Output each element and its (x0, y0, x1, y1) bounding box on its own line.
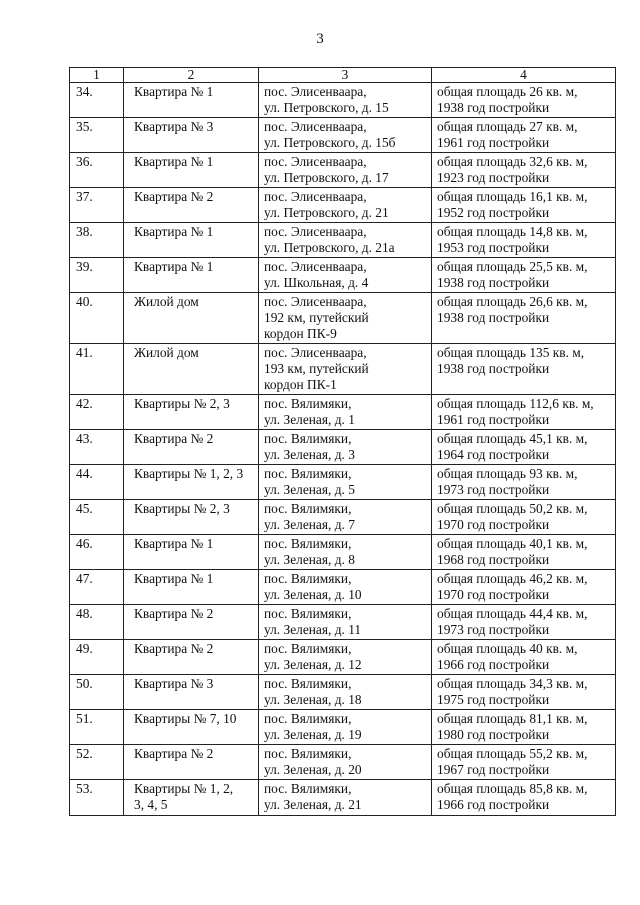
row-number-cell: 49. (70, 640, 124, 675)
table-row (70, 223, 616, 258)
address-cell: пос. Элисенваара, ул. Петровского, д. 15 (259, 83, 432, 118)
row-number-cell: 46. (70, 535, 124, 570)
address-cell: пос. Элисенваара, ул. Петровского, д. 21а (259, 223, 432, 258)
address-cell: пос. Вялимяки, ул. Зеленая, д. 12 (259, 640, 432, 675)
object-cell: Квартира № 1 (124, 258, 259, 293)
address-cell: пос. Вялимяки, ул. Зеленая, д. 3 (259, 430, 432, 465)
table-row (70, 83, 616, 118)
table-row (70, 258, 616, 293)
object-cell: Квартира № 1 (124, 153, 259, 188)
table-row (70, 188, 616, 223)
details-cell: общая площадь 81,1 кв. м, 1980 год постройки (432, 710, 616, 745)
details-cell: общая площадь 93 кв. м, 1973 год постройки (432, 465, 616, 500)
table-row (70, 780, 616, 816)
row-number-cell: 53. (70, 780, 124, 816)
details-cell: общая площадь 46,2 кв. м, 1970 год постройки (432, 570, 616, 605)
row-number-cell: 47. (70, 570, 124, 605)
address-cell: пос. Вялимяки, ул. Зеленая, д. 10 (259, 570, 432, 605)
object-cell: Квартира № 3 (124, 118, 259, 153)
object-cell: Квартира № 1 (124, 570, 259, 605)
object-cell: Квартиры № 2, 3 (124, 395, 259, 430)
address-cell: пос. Вялимяки, ул. Зеленая, д. 5 (259, 465, 432, 500)
row-number-cell: 36. (70, 153, 124, 188)
address-cell: пос. Вялимяки, ул. Зеленая, д. 8 (259, 535, 432, 570)
address-cell: пос. Элисенваара, ул. Петровского, д. 15б (259, 118, 432, 153)
object-cell: Квартира № 2 (124, 430, 259, 465)
address-cell: пос. Элисенваара, 193 км, путейский кордон ПК-1 (259, 344, 432, 395)
row-number-cell: 37. (70, 188, 124, 223)
details-cell: общая площадь 32,6 кв. м, 1923 год постройки (432, 153, 616, 188)
address-cell: пос. Вялимяки, ул. Зеленая, д. 18 (259, 675, 432, 710)
table-row (70, 745, 616, 780)
details-cell: общая площадь 135 кв. м, 1938 год постройки (432, 344, 616, 395)
row-number-cell: 35. (70, 118, 124, 153)
table-row (70, 344, 616, 395)
object-cell: Квартира № 2 (124, 640, 259, 675)
table-body (70, 83, 616, 816)
row-number-cell: 52. (70, 745, 124, 780)
property-table (69, 67, 616, 816)
table-row (70, 710, 616, 745)
header-cell-3: 3 (259, 68, 432, 83)
header-row (70, 68, 616, 83)
table-row (70, 570, 616, 605)
object-cell: Квартира № 2 (124, 605, 259, 640)
table-row (70, 675, 616, 710)
address-cell: пос. Элисенваара, ул. Петровского, д. 17 (259, 153, 432, 188)
object-cell: Жилой дом (124, 293, 259, 344)
address-cell: пос. Элисенваара, 192 км, путейский кордон ПК-9 (259, 293, 432, 344)
object-cell: Квартиры № 7, 10 (124, 710, 259, 745)
object-cell: Квартиры № 2, 3 (124, 500, 259, 535)
details-cell: общая площадь 50,2 кв. м, 1970 год постройки (432, 500, 616, 535)
row-number-cell: 50. (70, 675, 124, 710)
details-cell: общая площадь 112,6 кв. м, 1961 год постройки (432, 395, 616, 430)
details-cell: общая площадь 40,1 кв. м, 1968 год постройки (432, 535, 616, 570)
address-cell: пос. Вялимяки, ул. Зеленая, д. 11 (259, 605, 432, 640)
details-cell: общая площадь 85,8 кв. м, 1966 год постройки (432, 780, 616, 816)
table-row (70, 500, 616, 535)
row-number-cell: 34. (70, 83, 124, 118)
details-cell: общая площадь 14,8 кв. м, 1953 год постройки (432, 223, 616, 258)
row-number-cell: 39. (70, 258, 124, 293)
row-number-cell: 43. (70, 430, 124, 465)
object-cell: Квартира № 2 (124, 188, 259, 223)
object-cell: Квартира № 3 (124, 675, 259, 710)
details-cell: общая площадь 34,3 кв. м, 1975 год постройки (432, 675, 616, 710)
header-cell-1: 1 (70, 68, 124, 83)
object-cell: Квартира № 1 (124, 535, 259, 570)
object-cell: Квартира № 1 (124, 223, 259, 258)
address-cell: пос. Элисенваара, ул. Школьная, д. 4 (259, 258, 432, 293)
header-cell-4: 4 (432, 68, 616, 83)
object-cell: Жилой дом (124, 344, 259, 395)
object-cell: Квартира № 1 (124, 83, 259, 118)
object-cell: Квартиры № 1, 2, 3 (124, 465, 259, 500)
details-cell: общая площадь 44,4 кв. м, 1973 год постройки (432, 605, 616, 640)
page-number: 3 (316, 31, 324, 47)
details-cell: общая площадь 55,2 кв. м, 1967 год постройки (432, 745, 616, 780)
header-cell-2: 2 (124, 68, 259, 83)
row-number-cell: 42. (70, 395, 124, 430)
row-number-cell: 45. (70, 500, 124, 535)
object-cell: Квартиры № 1, 2, 3, 4, 5 (124, 780, 259, 816)
object-cell: Квартира № 2 (124, 745, 259, 780)
table-row (70, 153, 616, 188)
table-row (70, 395, 616, 430)
address-cell: пос. Вялимяки, ул. Зеленая, д. 1 (259, 395, 432, 430)
table-row (70, 293, 616, 344)
details-cell: общая площадь 26 кв. м, 1938 год постройки (432, 83, 616, 118)
row-number-cell: 41. (70, 344, 124, 395)
details-cell: общая площадь 40 кв. м, 1966 год постройки (432, 640, 616, 675)
details-cell: общая площадь 27 кв. м, 1961 год постройки (432, 118, 616, 153)
row-number-cell: 40. (70, 293, 124, 344)
table-row (70, 465, 616, 500)
details-cell: общая площадь 16,1 кв. м, 1952 год постройки (432, 188, 616, 223)
details-cell: общая площадь 26,6 кв. м, 1938 год постройки (432, 293, 616, 344)
address-cell: пос. Вялимяки, ул. Зеленая, д. 20 (259, 745, 432, 780)
address-cell: пос. Вялимяки, ул. Зеленая, д. 19 (259, 710, 432, 745)
details-cell: общая площадь 25,5 кв. м, 1938 год постройки (432, 258, 616, 293)
table-row (70, 535, 616, 570)
address-cell: пос. Вялимяки, ул. Зеленая, д. 7 (259, 500, 432, 535)
table-row (70, 640, 616, 675)
row-number-cell: 51. (70, 710, 124, 745)
address-cell: пос. Элисенваара, ул. Петровского, д. 21 (259, 188, 432, 223)
table-row (70, 605, 616, 640)
row-number-cell: 48. (70, 605, 124, 640)
details-cell: общая площадь 45,1 кв. м, 1964 год постройки (432, 430, 616, 465)
address-cell: пос. Вялимяки, ул. Зеленая, д. 21 (259, 780, 432, 816)
row-number-cell: 44. (70, 465, 124, 500)
row-number-cell: 38. (70, 223, 124, 258)
table-row (70, 118, 616, 153)
table-header (70, 68, 616, 83)
table-row (70, 430, 616, 465)
